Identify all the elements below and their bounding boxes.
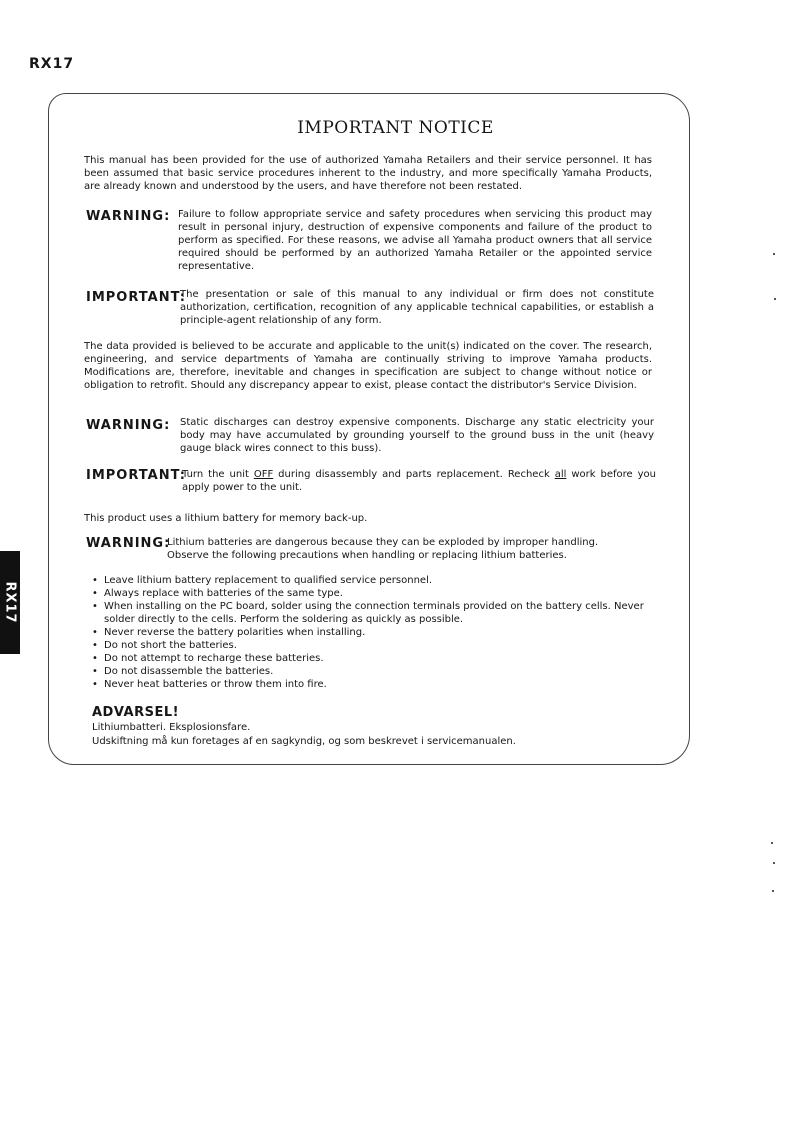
warning-text-3: Lithium batteries are dangerous because they can be exploded by improper handling. Observe the following precautions when handling or replacing lithium batteries. <box>167 537 599 561</box>
warning-label-3: WARNING: <box>86 536 171 551</box>
warning-text-1: Failure to follow appropriate service and safety procedures when servicing this product may result in personal injury, destruction of expensive components and failure of the product to perform as specified. For these reasons, we advise all Yamaha product owners that all service required should be performed by an authorized Yamaha Retailer or the appointed service representative. <box>178 209 652 272</box>
list-item: • When installing on the PC board, solder using the connection terminals provided on the battery cells. Never solder directly to the cells. Perform the soldering as quickly as possible. <box>92 600 652 626</box>
advarsel-label: ADVARSEL! <box>92 705 180 720</box>
scan-speck <box>772 890 774 892</box>
important-text-2: Turn the unit OFF during disassembly and parts replacement. Recheck all work before you apply power to the unit. <box>182 469 656 493</box>
side-tab-model: RX17 <box>0 551 20 654</box>
important-text-1: The presentation or sale of this manual to any individual or firm does not constitute authorization, certification, recognition of any applicable technical capabilities, or establish a principle-agent relationship of any form. <box>180 289 654 326</box>
list-item: • Do not short the batteries. <box>92 639 652 652</box>
list-item: • Do not disassemble the batteries. <box>92 665 652 678</box>
list-item: • Leave lithium battery replacement to qualified service personnel. <box>92 574 652 587</box>
model-name-header: RX17 <box>29 56 75 72</box>
intro-paragraph: This manual has been provided for the use of authorized Yamaha Retailers and their service personnel. It has been assumed that basic service procedures inherent to the industry, and more specifically Yamaha Products, are already known and understood by the users, and have therefore not been restated. <box>84 155 652 192</box>
data-accuracy-paragraph: The data provided is believed to be accurate and applicable to the unit(s) indicated on the cover. The research, engineering, and service departments of Yamaha are continually striving to improve Yamaha products. Modifications are, therefore, inevitable and changes in specification are subject to change without notice or obligation to retrofit. Should any discrepancy appear to exist, please contact the distributor's Service Division. <box>84 341 652 391</box>
scan-speck <box>773 253 775 255</box>
scan-speck <box>774 298 776 300</box>
warning-label-2: WARNING: <box>86 418 171 433</box>
important-label-1: IMPORTANT: <box>86 290 186 305</box>
list-item: • Never heat batteries or throw them into fire. <box>92 678 652 691</box>
list-item: • Always replace with batteries of the same type. <box>92 587 652 600</box>
notice-title: IMPORTANT NOTICE <box>297 118 494 138</box>
important-label-2: IMPORTANT: <box>86 468 186 483</box>
list-item: • Do not attempt to recharge these batteries. <box>92 652 652 665</box>
warning-text-2: Static discharges can destroy expensive components. Discharge any static electricity your body may have accumulated by grounding yourself to the ground buss in the unit (heavy gauge black wires connect to this buss). <box>180 417 654 454</box>
scan-speck <box>771 842 773 844</box>
warning-label-1: WARNING: <box>86 209 171 224</box>
scan-speck <box>773 862 775 864</box>
list-item: • Never reverse the battery polarities when installing. <box>92 626 652 639</box>
battery-paragraph: This product uses a lithium battery for memory back-up. <box>84 513 368 524</box>
precautions-list <box>92 574 652 691</box>
advarsel-text: Lithiumbatteri. Eksplosionsfare. Udskiftning må kun foretages af en sagkyndig, og som beskrevet i servicemanualen. <box>92 722 516 747</box>
